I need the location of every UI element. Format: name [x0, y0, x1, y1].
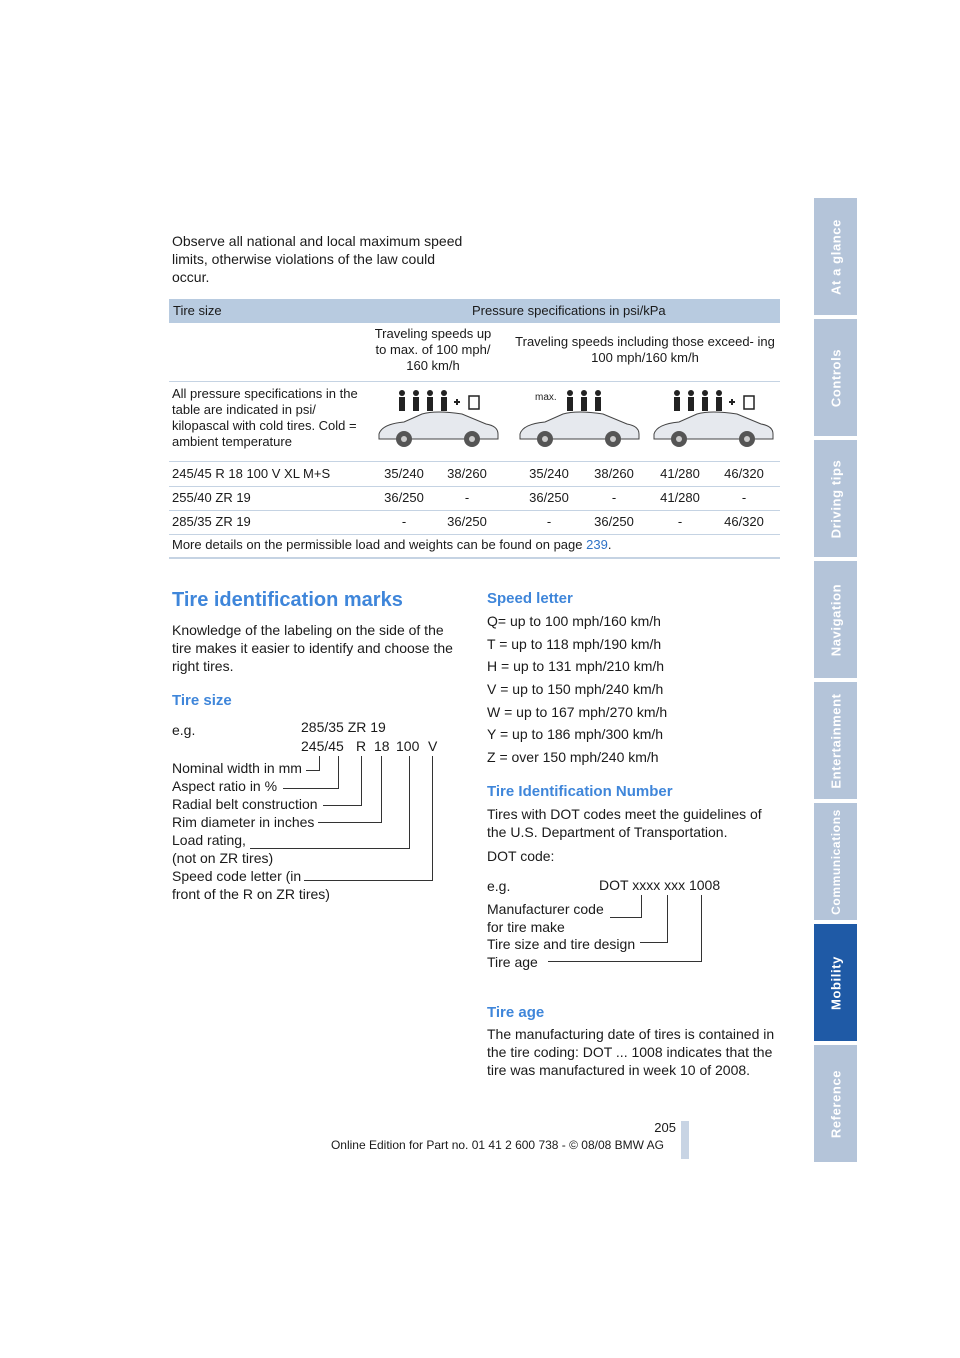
section-title: Tire identification marks: [172, 589, 403, 611]
col-tire-size: Tire size: [173, 303, 222, 318]
speed-item: V = up to 150 mph/240 km/h: [487, 681, 664, 697]
pressure-cell: -: [401, 514, 407, 529]
tab-navigation[interactable]: [814, 561, 857, 678]
pressure-cell: 38/260: [594, 466, 634, 481]
pressure-cell: -: [611, 490, 617, 505]
tire-size-cell: 285/35 ZR 19: [172, 514, 251, 529]
car-load-4-persons-luggage-icon: [374, 386, 504, 456]
example-size: 245/45: [301, 738, 344, 754]
tab-label: At a glance: [828, 218, 843, 295]
example-rim: 18: [374, 738, 390, 754]
tab-label: Mobility: [828, 955, 843, 1010]
tab-controls[interactable]: [814, 319, 857, 436]
speed-item: T = up to 118 mph/190 km/h: [487, 636, 662, 652]
example-speed: V: [428, 738, 438, 754]
footer-text: Online Edition for Part no. 01 41 2 600 738 - © 08/08 BMW AG: [330, 1138, 664, 1152]
label-load-note: (not on ZR tires): [172, 850, 274, 866]
label-rim: Rim diameter in inches: [172, 814, 315, 830]
label-speed-note: front of the R on ZR tires): [172, 886, 330, 902]
pressure-cell: 36/250: [529, 490, 569, 505]
dot-eg-label: e.g.: [487, 878, 511, 894]
divider: [169, 461, 780, 462]
footnote-text: More details on the permissible load and weights can be found on page: [172, 537, 587, 552]
page-link[interactable]: 239: [586, 537, 608, 552]
label-speed: Speed code letter (in: [172, 868, 302, 884]
dot-code-label: DOT code:: [487, 848, 555, 864]
pressure-note: All pressure specifications in the table are indicated in psi/ kilopascal with cold tires. Cold = ambient temperature: [172, 386, 358, 449]
tire-size-cell: 245/45 R 18 100 V XL M+S: [172, 466, 331, 481]
speed-item: Z = over 150 mph/240 km/h: [487, 749, 659, 765]
label-tire-age: Tire age: [487, 954, 538, 970]
label-aspect-ratio: Aspect ratio in %: [172, 778, 278, 794]
pressure-cell: 36/250: [594, 514, 634, 529]
divider: [169, 510, 780, 511]
label-manufacturer-cont: for tire make: [487, 919, 565, 935]
pressure-cell: 38/260: [447, 466, 487, 481]
divider: [169, 381, 780, 382]
tin-text: Tires with DOT codes meet the guidelines of the U.S. Department of Transportation.: [487, 806, 762, 840]
pressure-cell: -: [677, 514, 683, 529]
eg-label: e.g.: [172, 722, 196, 738]
table-bottom-rule: [169, 557, 780, 559]
subheader-speed-100: Traveling speeds up to max. of 100 mph/ 160 km/h: [374, 326, 492, 373]
dot-example: DOT xxxx xxx 1008: [599, 877, 721, 893]
tab-driving-tips[interactable]: [814, 440, 857, 557]
car-load-max-3-persons-icon: [515, 386, 645, 456]
footnote-end: .: [607, 537, 612, 552]
table-header: [169, 299, 780, 323]
tin-heading: Tire Identification Number: [487, 783, 673, 800]
speed-letter-heading: Speed letter: [487, 590, 573, 607]
tire-size-cell: 255/40 ZR 19: [172, 490, 251, 505]
tab-reference[interactable]: [814, 1045, 857, 1162]
speed-item: H = up to 131 mph/210 km/h: [487, 658, 665, 674]
speed-item: Q= up to 100 mph/160 km/h: [487, 613, 661, 629]
tab-label: Communications: [828, 808, 843, 915]
tire-age-text: The manufacturing date of tires is contained in the tire coding: DOT ... 1008 indicates that the tire was manufactured in week 10 of 2008.: [487, 1026, 775, 1078]
divider: [169, 486, 780, 487]
label-manufacturer: Manufacturer code: [487, 901, 604, 917]
tab-label: Reference: [828, 1069, 843, 1138]
car-load-4-persons-luggage-high-speed-icon: [649, 386, 779, 456]
label-nominal-width: Nominal width in mm: [172, 760, 302, 776]
example-zr: 285/35 ZR 19: [301, 719, 386, 735]
divider: [169, 534, 780, 535]
col-pressure: Pressure specifications in psi/kPa: [472, 303, 666, 318]
tab-label: Controls: [828, 348, 843, 407]
pressure-cell: 46/320: [724, 466, 764, 481]
pressure-cell: 41/280: [660, 490, 700, 505]
pressure-cell: 35/240: [384, 466, 424, 481]
example-r: R: [356, 738, 367, 754]
table-footnote: [172, 537, 611, 553]
footer-bar: [681, 1121, 689, 1159]
pressure-cell: 36/250: [447, 514, 487, 529]
subheader-speed-over-100: Traveling speeds including those exceed- ing 100 mph/160 km/h: [515, 334, 775, 365]
chapter-tabs: [814, 198, 857, 1166]
pressure-cell: -: [464, 490, 470, 505]
intro-paragraph: Observe all national and local maximum speed limits, otherwise violations of the law could occur.: [172, 233, 463, 285]
tire-size-heading: Tire size: [172, 692, 232, 709]
tab-label: Navigation: [828, 583, 843, 656]
tab-label: Entertainment: [828, 692, 843, 789]
label-radial: Radial belt construction: [172, 796, 318, 812]
pressure-cell: 36/250: [384, 490, 424, 505]
page-number: 205: [654, 1120, 676, 1135]
speed-item: Y = up to 186 mph/300 km/h: [487, 726, 664, 742]
example-load: 100: [396, 738, 420, 754]
label-load: Load rating,: [172, 832, 246, 848]
label-size-design: Tire size and tire design: [487, 936, 636, 952]
section-intro: Knowledge of the labeling on the side of the tire makes it easier to identify and choose the right tires.: [172, 622, 453, 674]
tab-mobility[interactable]: [814, 924, 857, 1041]
tab-at-a-glance[interactable]: [814, 198, 857, 315]
tab-communications[interactable]: [814, 803, 857, 920]
pressure-cell: -: [741, 490, 747, 505]
pressure-cell: 35/240: [529, 466, 569, 481]
tab-entertainment[interactable]: [814, 682, 857, 799]
speed-item: W = up to 167 mph/270 km/h: [487, 704, 668, 720]
pressure-cell: 41/280: [660, 466, 700, 481]
tab-label: Driving tips: [828, 459, 843, 538]
pressure-cell: 46/320: [724, 514, 764, 529]
max-label: max.: [535, 392, 557, 403]
tire-age-heading: Tire age: [487, 1004, 545, 1021]
pressure-cell: -: [546, 514, 552, 529]
